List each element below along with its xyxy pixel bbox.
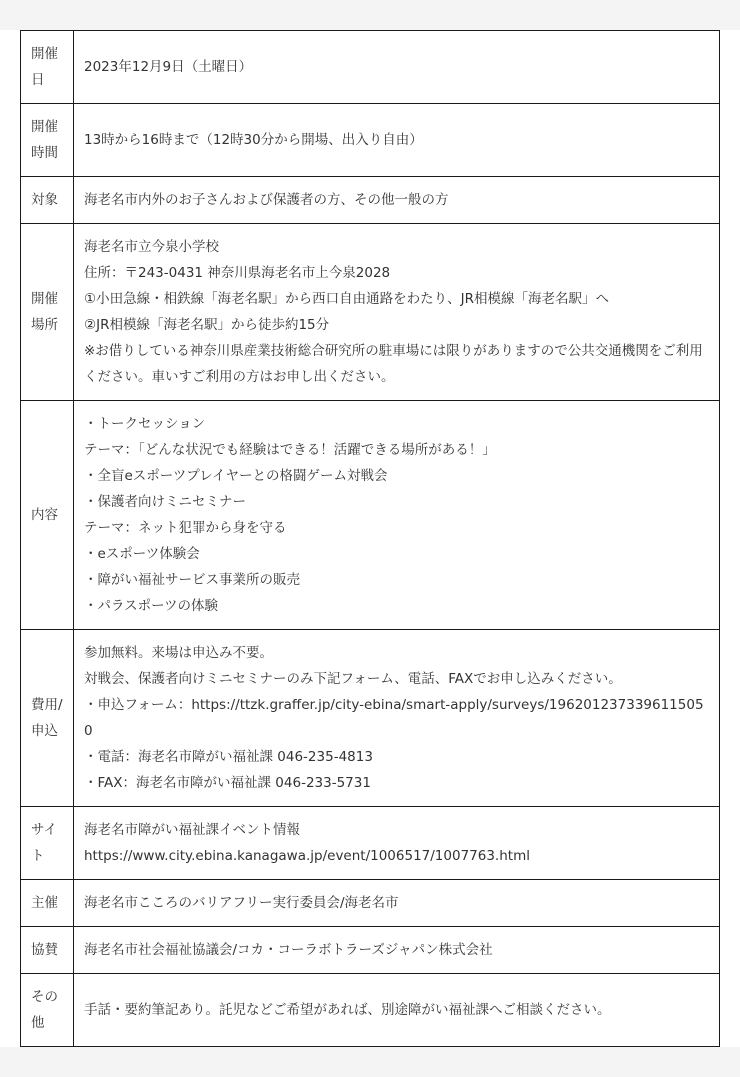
row-date <box>21 31 720 104</box>
row-value <box>74 401 720 630</box>
value-line: 海老名市社会福祉協議会/コカ・コーラボトラーズジャパン株式会社 <box>84 942 493 958</box>
event-page-link[interactable]: https://www.city.ebina.kanagawa.jp/event/1006517/1007763.html <box>84 848 530 864</box>
row-site <box>21 807 720 880</box>
value-line: 海老名市障がい福祉課イベント情報 <box>84 822 300 838</box>
value-line: ・全盲eスポーツプレイヤーとの格闘ゲーム対戦会 <box>84 468 388 484</box>
row-label: 内容 <box>21 401 74 630</box>
event-info-table-body <box>21 31 720 1047</box>
value-line: ②JR相模線「海老名駅」から徒歩約15分 <box>84 317 330 333</box>
value-line: ※お借りしている神奈川県産業技術総合研究所の駐車場には限りがありますので公共交通機関をご利用ください。車いすご利用の方はお申し出ください。 <box>84 343 703 385</box>
value-line: ・電話：海老名市障がい福祉課 046-235-4813 <box>84 749 373 765</box>
row-label: 協賛 <box>21 927 74 974</box>
row-other <box>21 974 720 1047</box>
row-value <box>74 177 720 224</box>
row-value <box>74 224 720 401</box>
value-line: 手話・要約筆記あり。託児などご希望があれば、別途障がい福祉課へご相談ください。 <box>84 1002 611 1018</box>
value-line: 海老名市内外のお子さんおよび保護者の方、その他一般の方 <box>84 192 449 208</box>
value-line: 住所：〒243-0431 神奈川県海老名市上今泉2028 <box>84 265 391 281</box>
value-line: テーマ：ネット犯罪から身を守る <box>84 520 287 536</box>
value-line: 海老名市立今泉小学校 <box>84 239 219 255</box>
document-page <box>0 30 740 1047</box>
row-value <box>74 974 720 1047</box>
value-line: 対戦会、保護者向けミニセミナーのみ下記フォーム、電話、FAXでお申し込みください。 <box>84 671 622 687</box>
row-value <box>74 927 720 974</box>
value-line: ①小田急線・相鉄線「海老名駅」から西口自由通路をわたり、JR相模線「海老名駅」へ <box>84 291 609 307</box>
value-line: 13時から16時まで（12時30分から開場、出入り自由） <box>84 132 423 148</box>
row-label: 対象 <box>21 177 74 224</box>
row-value <box>74 104 720 177</box>
application-form-link[interactable]: ・申込フォーム：https://ttzk.graffer.jp/city-ebina/smart-apply/surveys/1962012373396115050 <box>84 697 704 739</box>
value-line: ・FAX：海老名市障がい福祉課 046-233-5731 <box>84 775 371 791</box>
value-line: ・保護者向けミニセミナー <box>84 494 246 510</box>
value-line: ・eスポーツ体験会 <box>84 546 200 562</box>
row-label: 開催場所 <box>21 224 74 401</box>
row-venue <box>21 224 720 401</box>
row-label: 費用/申込 <box>21 630 74 807</box>
row-label: 開催日 <box>21 31 74 104</box>
value-line: 参加無料。来場は申込み不要。 <box>84 645 273 661</box>
value-line: テーマ：「どんな状況でも経験はできる！活躍できる場所がある！」 <box>84 442 496 458</box>
value-line: 2023年12月9日（土曜日） <box>84 59 253 75</box>
value-line: ・障がい福祉サービス事業所の販売 <box>84 572 300 588</box>
row-label: サイト <box>21 807 74 880</box>
value-line: ・パラスポーツの体験 <box>84 598 219 614</box>
row-value <box>74 31 720 104</box>
row-organizer <box>21 880 720 927</box>
value-line: 海老名市こころのバリアフリー実行委員会/海老名市 <box>84 895 399 911</box>
row-label: その他 <box>21 974 74 1047</box>
event-info-table <box>20 30 720 1047</box>
row-value <box>74 880 720 927</box>
row-sponsor <box>21 927 720 974</box>
row-target <box>21 177 720 224</box>
row-value <box>74 630 720 807</box>
row-content <box>21 401 720 630</box>
row-label: 主催 <box>21 880 74 927</box>
row-label: 開催時間 <box>21 104 74 177</box>
row-value <box>74 807 720 880</box>
row-fee-application <box>21 630 720 807</box>
value-line: ・トークセッション <box>84 416 206 432</box>
row-time <box>21 104 720 177</box>
